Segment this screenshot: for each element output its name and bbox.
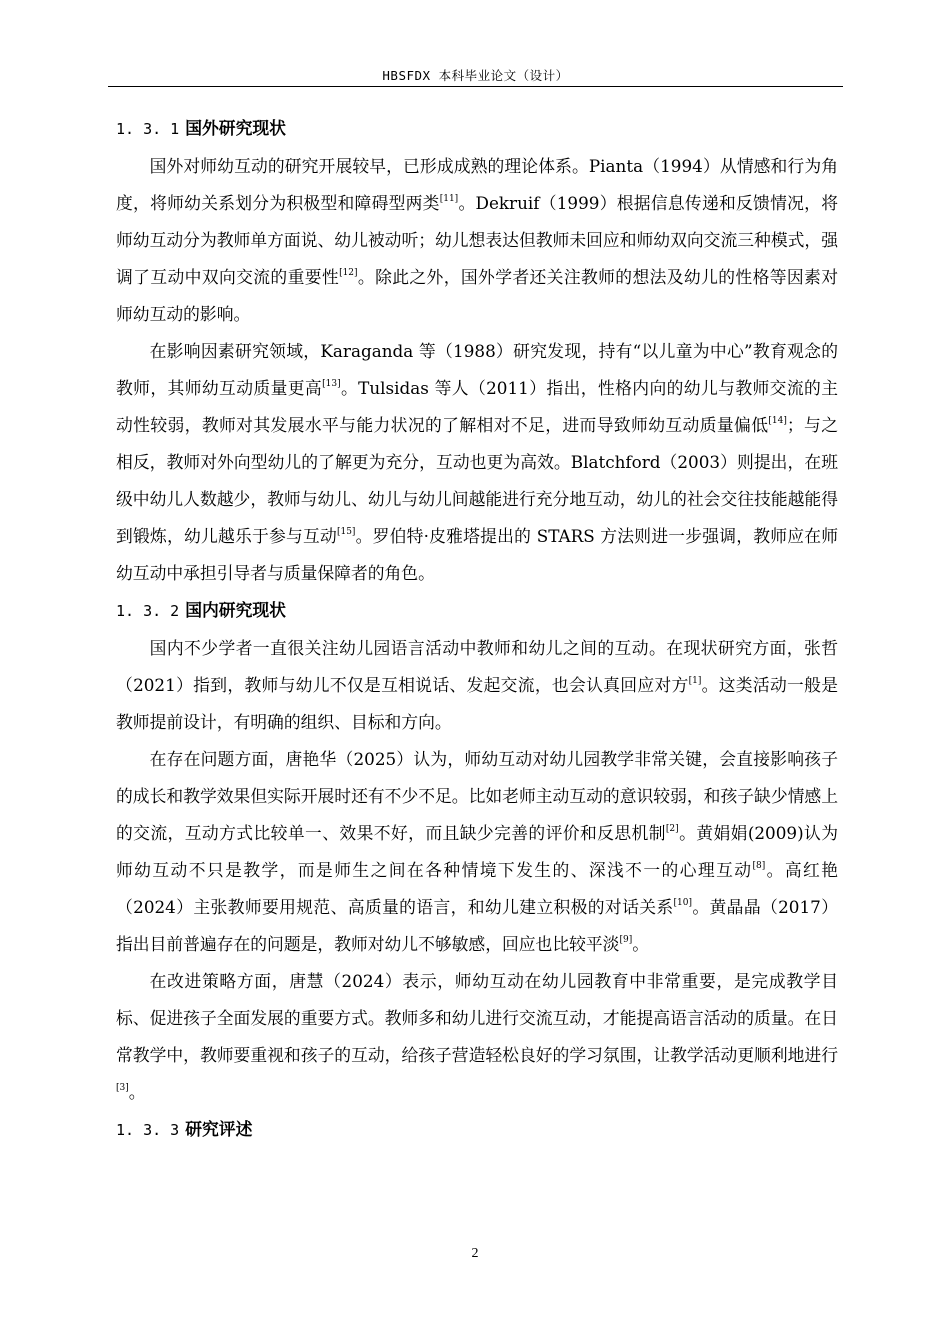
body-paragraph [116,963,838,1111]
paragraph-text: 。罗伯特·皮雅塔提出的 STARS 方法则进一步强调，教师应在师幼互动中承担引导者与质量保障者的角色。 [116,526,838,583]
citation-ref: [11] [439,193,459,204]
body-paragraph [116,741,838,963]
body-paragraph [116,333,838,592]
paragraph-text: 。除此之外，国外学者还关注教师的想法及幼儿的性格等因素对师幼互动的影响。 [116,267,838,324]
paragraph-text: 。 [128,1082,146,1102]
document-body [116,110,838,1149]
section-number: 1. 3. 2 [116,602,180,620]
citation-ref: [8] [752,860,766,871]
paragraph-text: 。黄娟娟(2009)认为师幼互动不只是教学，而是师生之间在各种情境下发生的、深浅不一的心理互动 [116,823,838,880]
paragraph-text: 在存在问题方面，唐艳华（2025）认为，师幼互动对幼儿园教学非常关键，会直接影响孩子的成长和教学效果但实际开展时还有不少不足。比如老师主动互动的意识较弱，和孩子缺少情感上的交流，互动方式比较单一、效果不好，而且缺少完善的评价和反思机制 [116,749,838,843]
section-number: 1. 3. 3 [116,1121,180,1139]
citation-ref: [12] [339,267,358,278]
citation-ref: [15] [336,526,356,537]
citation-ref: [14] [768,415,787,426]
paragraph-text: 国外对师幼互动的研究开展较早，已形成成熟的理论体系。Pianta（1994）从情感和行为角度，将师幼关系划分为积极型和障碍型两类 [116,156,838,213]
body-paragraph [116,630,838,741]
page-header-title: HBSFDX 本科毕业论文（设计） [382,68,569,83]
page-number: 2 [471,1246,479,1261]
citation-ref: [3] [116,1082,129,1093]
section-title: 研究评述 [185,1119,253,1139]
section-heading [116,110,838,148]
body-paragraph [116,148,838,333]
paragraph-text: 在改进策略方面，唐慧（2024）表示，师幼互动在幼儿园教育中非常重要，是完成教学目标、促进孩子全面发展的重要方式。教师多和幼儿进行交流互动，才能提高语言活动的质量。在日常教学中，教师要重视和孩子的互动，给孩子营造轻松良好的学习氛围，让教学活动更顺利地进行 [116,971,838,1065]
citation-ref: [9] [619,934,633,945]
paragraph-text: 。黄晶晶（2017）指出目前普遍存在的问题是，教师对幼儿不够敏感，回应也比较平淡 [116,897,838,954]
paragraph-text: 在影响因素研究领域，Karaganda 等（1988）研究发现，持有“以儿童为中心”教育观念的教师，其师幼互动质量更高 [116,341,838,398]
paragraph-text: 。这类活动一般是教师提前设计，有明确的组织、目标和方向。 [116,675,838,732]
paragraph-text: 。Tulsidas 等人（2011）指出，性格内向的幼儿与教师交流的主动性较弱，教师对其发展水平与能力状况的了解相对不足，进而导致师幼互动质量偏低 [116,378,838,435]
paragraph-text: ；与之相反，教师对外向型幼儿的了解更为充分，互动也更为高效。Blatchford（2003）则提出，在班级中幼儿人数越少，教师与幼儿、幼儿与幼儿间越能进行充分地互动，幼儿的社会交往技能越能得到锻炼，幼儿越乐于参与互动 [116,415,838,546]
paragraph-text: 国内不少学者一直很关注幼儿园语言活动中教师和幼儿之间的互动。在现状研究方面，张哲（2021）指到，教师与幼儿不仅是互相说话、发起交流，也会认真回应对方 [116,638,838,695]
paragraph-text: 。高红艳（2024）主张教师要用规范、高质量的语言，和幼儿建立积极的对话关系 [116,860,838,917]
section-title: 国内研究现状 [185,600,286,620]
citation-ref: [13] [322,378,341,389]
paragraph-text: 。 [632,934,649,954]
citation-ref: [1] [688,675,702,686]
citation-ref: [2] [665,823,679,834]
section-title: 国外研究现状 [185,118,286,138]
paragraph-text: 。Dekruif（1999）根据信息传递和反馈情况，将师幼互动分为教师单方面说、幼儿被动听；幼儿想表达但教师未回应和师幼双向交流三种模式，强调了互动中双向交流的重要性 [116,193,838,287]
header-rule [108,86,843,87]
section-number: 1. 3. 1 [116,120,180,138]
section-heading [116,1111,838,1149]
section-heading [116,592,838,630]
citation-ref: [10] [673,897,693,908]
